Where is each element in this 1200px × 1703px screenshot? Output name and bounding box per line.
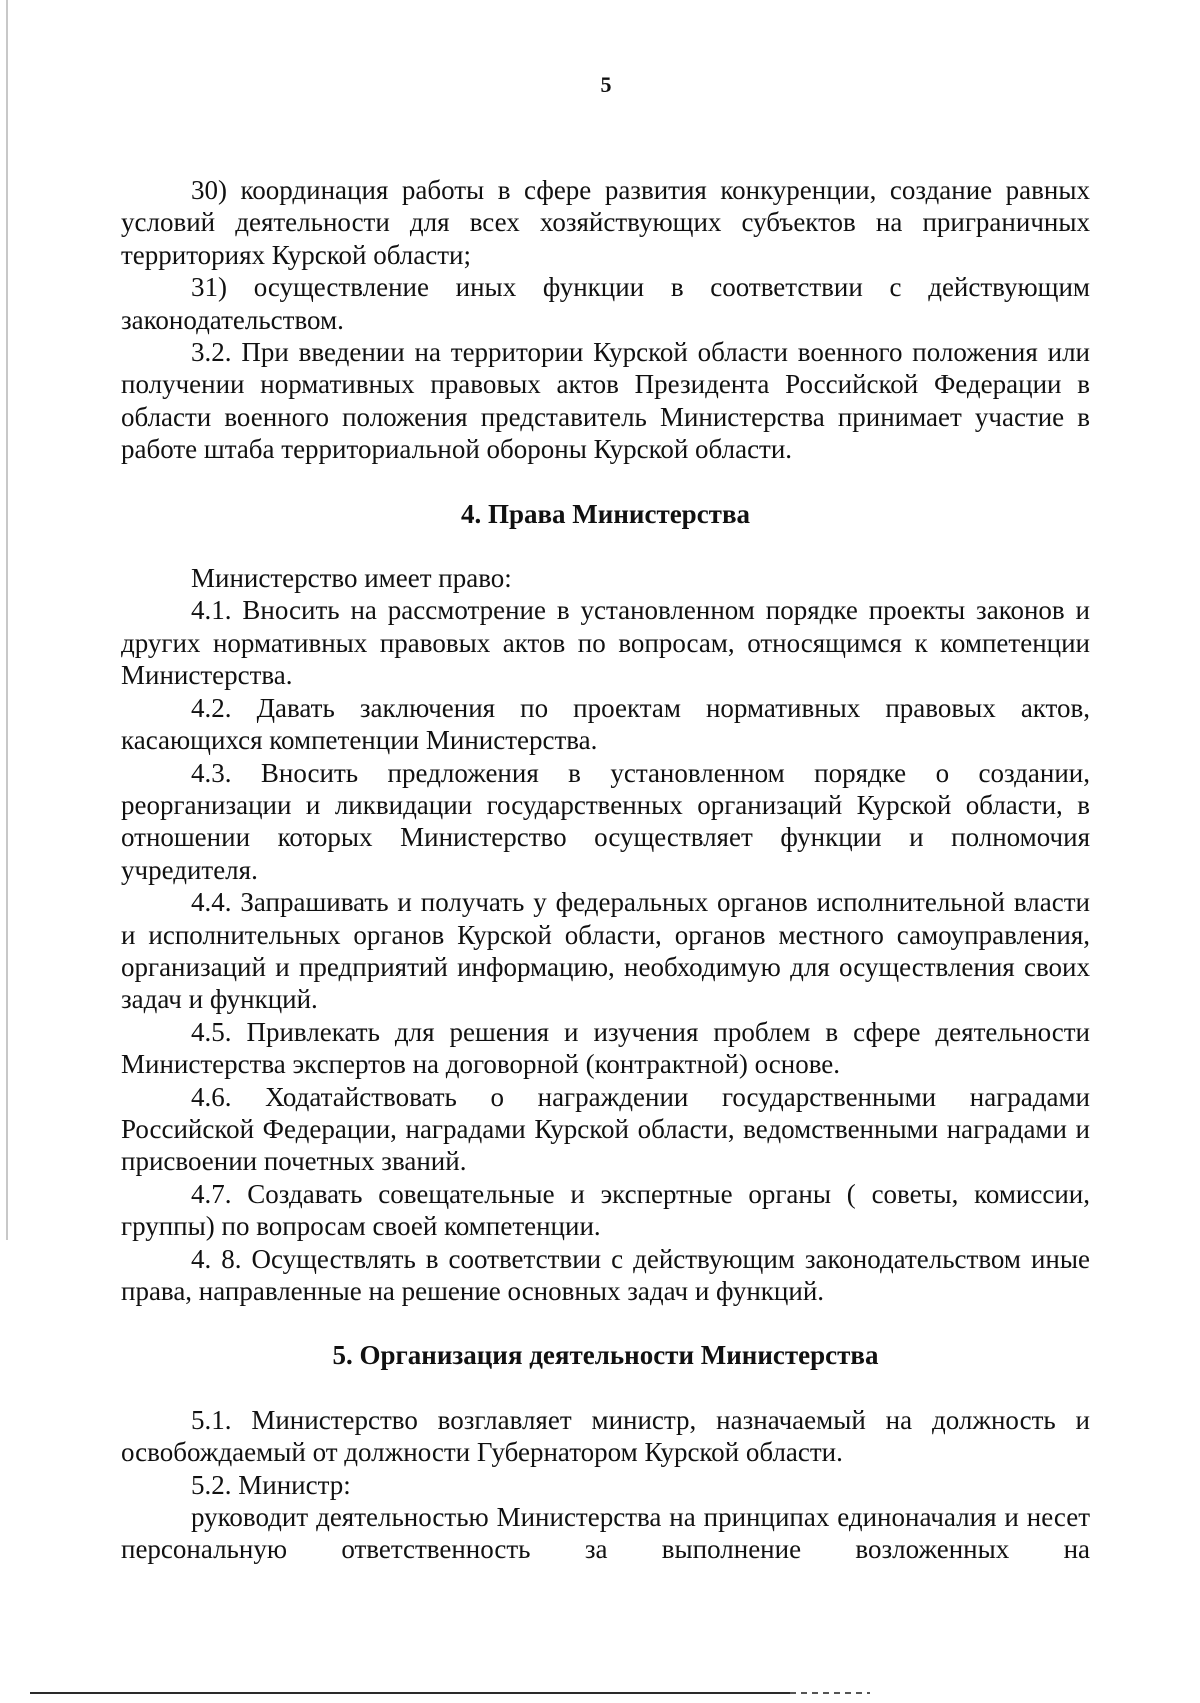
scan-edge-left [6,0,8,1240]
paragraph-4-1: 4.1. Вносить на рассмотрение в установленном порядке проекты законов и других нормативных правовых актов по вопросам, относящимся к компетенции Министерства. [121,595,1090,691]
section-4-heading: 4. Права Министерства [460,498,751,529]
paragraph-4-4: 4.4. Запрашивать и получать у федеральных органов исполнительной власти и исполнительных органов Курской области, органов местного самоуправления, организаций и предприятий информацию, необходимую для осуществления своих задач и функций. [121,887,1090,1015]
paragraph-item-30: 30) координация работы в сфере развития конкуренции, создание равных условий деятельности для всех хозяйствующих субъектов на приграничных территориях Курской области; [121,175,1090,270]
paragraph-5-1: 5.1. Министерство возглавляет министр, назначаемый на должность и освобождаемый от должности Губернатором Курской области. [121,1404,1090,1468]
paragraph-4-8: 4. 8. Осуществлять в соответствии с действующим законодательством иные права, направленные на решение основных задач и функций. [121,1243,1090,1306]
paragraph-minister-duties: руководит деятельностью Министерства на принципах единоначалия и несет персональную ответственность за выполнение возложенных на [121,1502,1090,1565]
page-number: 5 [600,72,612,97]
paragraph-4-5: 4.5. Привлекать для решения и изучения проблем в сфере деятельности Министерства экспертов на договорной (контрактной) основе. [121,1016,1090,1080]
paragraph-4-3: 4.3. Вносить предложения в установленном порядке о создании, реорганизации и ликвидации государственных организаций Курской области, в отношении которых Министерство осуществляет функции и полномочия учредителя. [121,757,1090,885]
paragraph-4-7: 4.7. Создавать совещательные и экспертные органы ( советы, комиссии, группы) по вопросам своей компетенции. [121,1178,1090,1242]
section-4-intro: Министерство имеет право: [191,563,512,594]
paragraph-3-2: 3.2. При введении на территории Курской области военного положения или получении нормативных правовых актов Президента Российской Федерации в области военного положения представитель Министерства принимает участие в работе штаба территориальной обороны Курской области. [121,337,1090,465]
scan-edge-bottom [30,1692,790,1694]
scan-edge-bottom-tail [790,1692,870,1694]
paragraph-5-2: 5.2. Министр: [191,1469,351,1500]
document-body [121,174,1090,1566]
paragraph-4-6: 4.6. Ходатайствовать о награждении государственными наградами Российской Федерации, наградами Курской области, ведомственными наградами и присвоении почетных званий. [121,1081,1090,1177]
section-5-heading: 5. Организация деятельности Министерства [332,1340,879,1371]
paragraph-4-2: 4.2. Давать заключения по проектам нормативных правовых актов, касающихся компетенции Министерства. [121,692,1090,756]
paragraph-item-31: 31) осуществление иных функции в соответствии с действующим законодательством. [121,272,1090,335]
